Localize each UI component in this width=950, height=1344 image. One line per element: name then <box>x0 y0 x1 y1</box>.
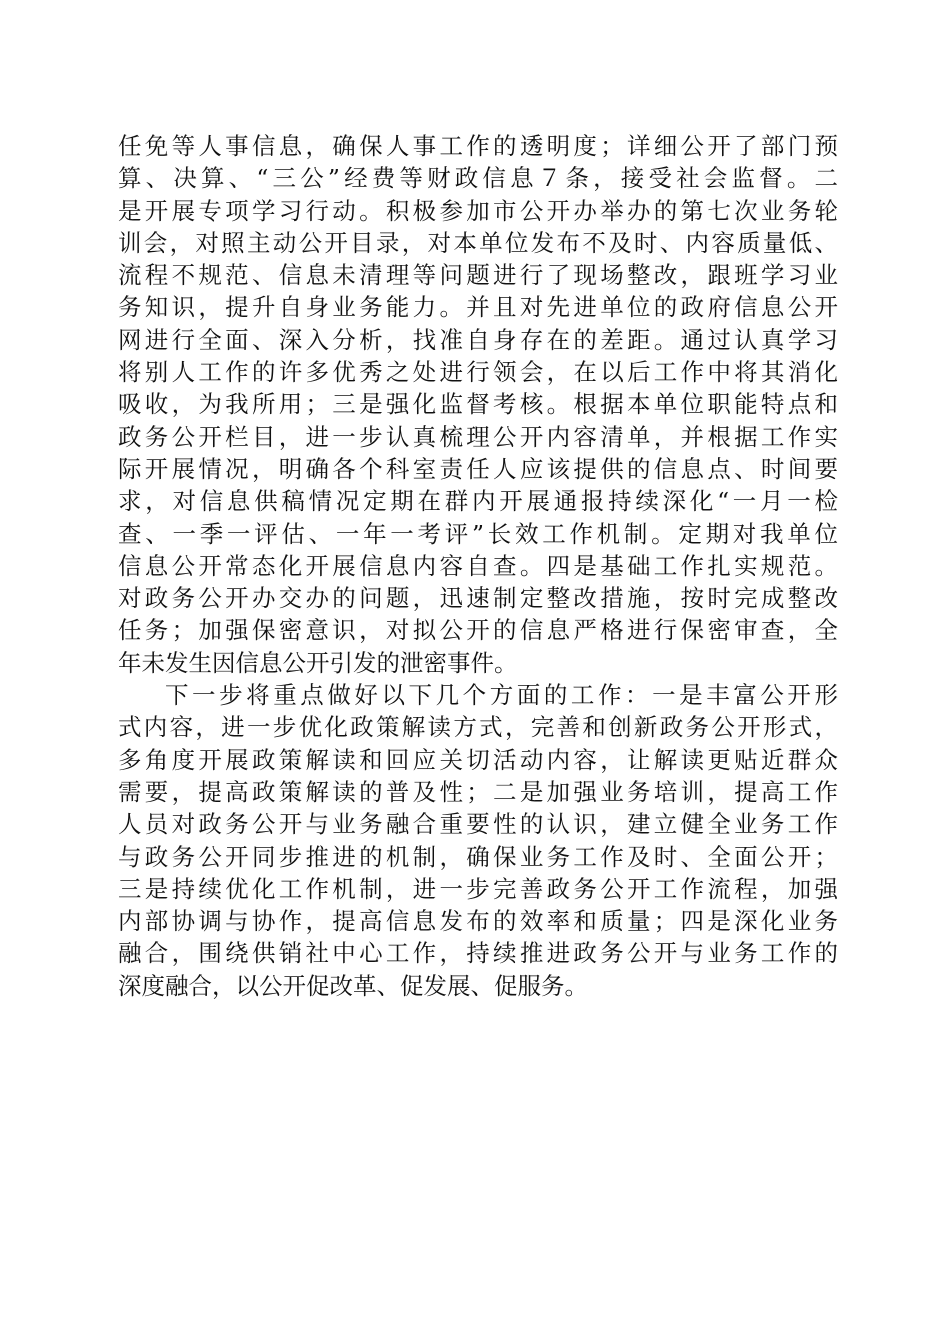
paragraph-1 <box>118 130 838 679</box>
document-body <box>118 130 838 1002</box>
text-line: 流程不规范、信息未清理等问题进行了现场整改，跟班学习业 <box>118 261 838 290</box>
text-line: 算、决算、“三公”经费等财政信息７条，接受社会监督。二 <box>118 164 838 193</box>
text-line: 多角度开展政策解读和回应关切活动内容，让解读更贴近群众 <box>118 745 838 774</box>
text-line: 年未发生因信息公开引发的泄密事件。 <box>118 648 518 677</box>
text-line: 需要，提高政策解读的普及性；二是加强业务培训，提高工作 <box>118 777 838 806</box>
text-line: 下一步将重点做好以下几个方面的工作：一是丰富公开形 <box>165 681 838 710</box>
text-line: 任免等人事信息，确保人事工作的透明度；详细公开了部门预 <box>118 132 838 160</box>
text-line: 吸收，为我所用；三是强化监督考核。根据本单位职能特点和 <box>118 390 838 419</box>
text-line: 式内容，进一步优化政策解读方式，完善和创新政务公开形式， <box>118 713 838 742</box>
text-line: 与政务公开同步推进的机制，确保业务工作及时、全面公开； <box>118 842 838 871</box>
text-line: 际开展情况，明确各个科室责任人应该提供的信息点、时间要 <box>118 454 838 483</box>
text-line: 是开展专项学习行动。积极参加市公开办举办的第七次业务轮 <box>118 196 838 225</box>
text-line: 求，对信息供稿情况定期在群内开展通报持续深化“一月一检 <box>118 487 838 516</box>
text-line: 查、一季一评估、一年一考评”长效工作机制。定期对我单位 <box>118 519 838 548</box>
paragraph-2 <box>118 679 838 1002</box>
text-line: 任务；加强保密意识，对拟公开的信息严格进行保密审查，全 <box>118 616 838 645</box>
text-line: 政务公开栏目，进一步认真梳理公开内容清单，并根据工作实 <box>118 422 838 451</box>
text-line: 内部协调与协作，提高信息发布的效率和质量；四是深化业务 <box>118 907 838 936</box>
text-line: 务知识，提升自身业务能力。并且对先进单位的政府信息公开 <box>118 293 838 322</box>
text-line: 训会，对照主动公开目录，对本单位发布不及时、内容质量低、 <box>118 228 838 257</box>
text-line: 深度融合，以公开促改革、促发展、促服务。 <box>118 971 588 1000</box>
text-line: 人员对政务公开与业务融合重要性的认识，建立健全业务工作 <box>118 810 838 839</box>
text-line: 将别人工作的许多优秀之处进行领会，在以后工作中将其消化 <box>118 358 838 387</box>
text-line: 网进行全面、深入分析，找准自身存在的差距。通过认真学习 <box>118 325 838 354</box>
text-line: 融合，围绕供销社中心工作，持续推进政务公开与业务工作的 <box>118 939 838 968</box>
text-line: 对政务公开办交办的问题，迅速制定整改措施，按时完成整改 <box>118 584 838 613</box>
text-line: 信息公开常态化开展信息内容自查。四是基础工作扎实规范。 <box>118 551 838 580</box>
text-line: 三是持续优化工作机制，进一步完善政务公开工作流程，加强 <box>118 874 838 903</box>
